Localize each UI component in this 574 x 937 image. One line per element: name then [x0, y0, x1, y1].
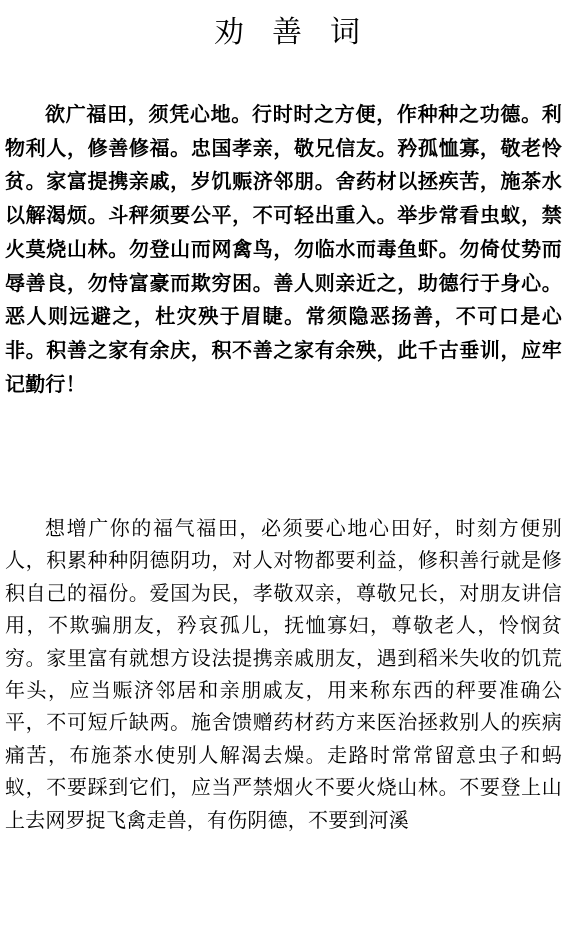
original-text-paragraph: 欲广福田，须凭心地。行时时之方便，作种种之功德。利物利人，修善修福。忠国孝亲，敬兄信友。矜孤恤寡，敬老怜贫。家富提携亲戚，岁饥赈济邻朋。舍药材以拯疾苦，施茶水以解渴烦。斗秤须要公平，不可轻出重入。举步常看虫蚁，禁火莫烧山林。勿登山而网禽鸟，勿临水而毒鱼虾。勿倚仗势而辱善良，勿恃富豪而欺穷困。善人则亲近之，助德行于身心。恶人则远避之，杜灾殃于眉睫。常须隐恶扬善，不可口是心非。积善之家有余庆，积不善之家有余殃，此千古垂训，应牢记勤行！: [5, 102, 562, 396]
translation-paragraph: 想增广你的福气福田，必须要心地心田好，时刻方便别人，积累种种阴德阴功，对人对物都要利益，修积善行就是修积自己的福份。爱国为民，孝敬双亲，尊敬兄长，对朋友讲信用，不欺骗朋友，矜哀孤儿，抚恤寡妇，尊敬老人，怜悯贫穷。家里富有就想方设法提携亲戚朋友，遇到稻米失收的饥荒年头，应当赈济邻居和亲朋戚友，用来称东西的秤要准确公平，不可短斤缺两。施舍馈赠药材药方来医治拯救别人的疾病痛苦，布施茶水使别人解渴去燥。走路时常常留意虫子和蚂蚁，不要踩到它们，应当严禁烟火不要火烧山林。不要登上山上去网罗捉飞禽走兽，有伤阴德，不要到河溪: [5, 516, 562, 832]
document-title: 劝善词: [214, 15, 388, 50]
